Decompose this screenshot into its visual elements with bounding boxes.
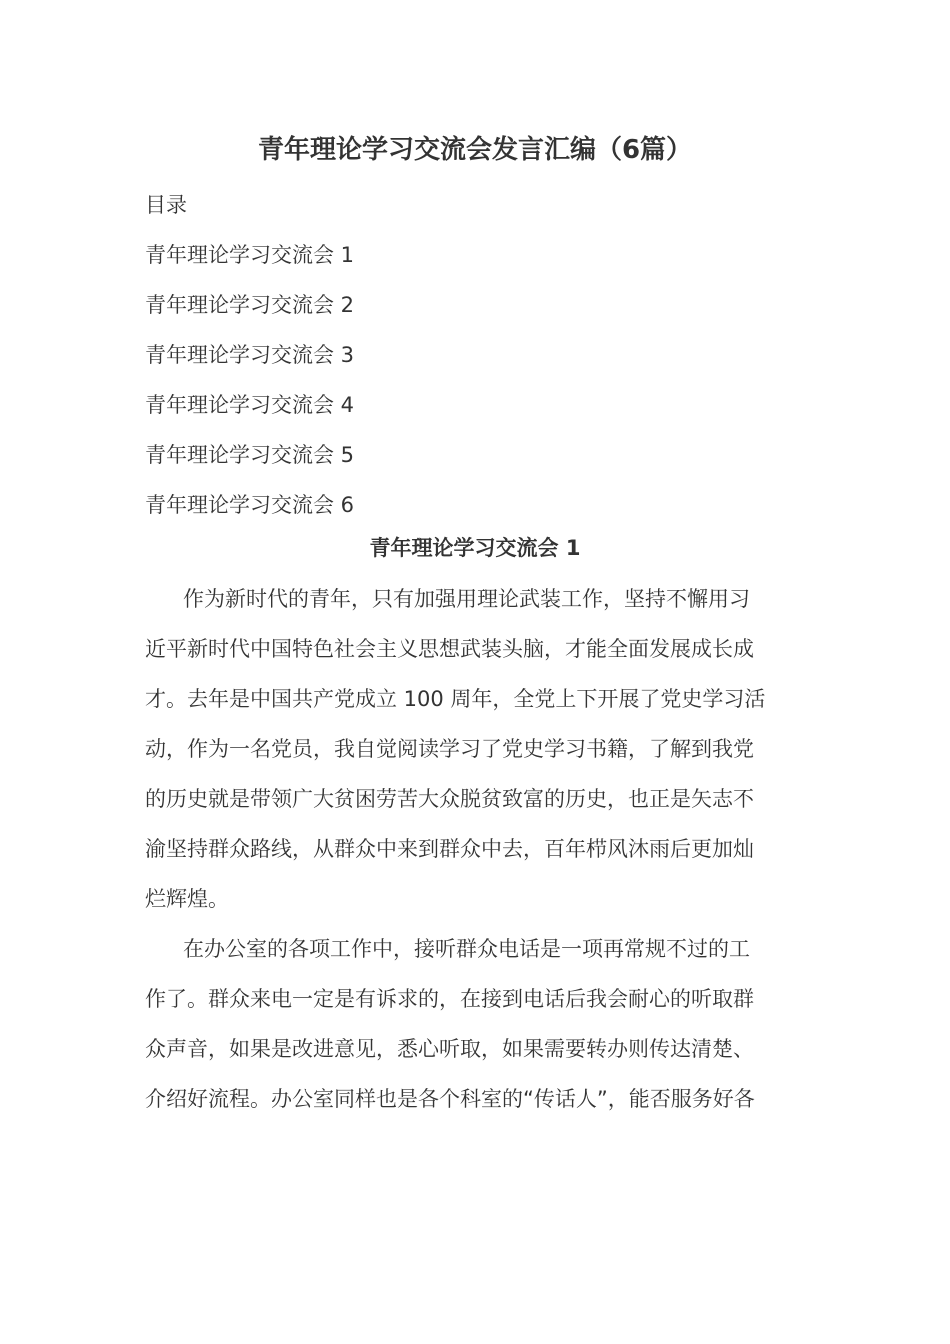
paragraph-line: 众声音，如果是改进意见，悉心听取，如果需要转办则传达清楚、 [145, 1037, 754, 1061]
paragraph-line: 才。去年是中国共产党成立 100 周年，全党上下开展了党史学习活 [145, 687, 766, 711]
section-body [145, 574, 805, 1124]
paragraph-line: 在办公室的各项工作中，接听群众电话是一项再常规不过的工 [183, 937, 750, 961]
table-of-contents [145, 180, 805, 530]
paragraph-line: 作为新时代的青年，只有加强用理论武装工作，坚持不懈用习 [183, 587, 750, 611]
toc-item[interactable]: 青年理论学习交流会 4 [145, 393, 355, 417]
toc-item[interactable]: 青年理论学习交流会 3 [145, 343, 355, 367]
toc-item[interactable]: 青年理论学习交流会 5 [145, 443, 355, 467]
document-title: 青年理论学习交流会发言汇编（6篇） [257, 135, 693, 165]
paragraph-line: 的历史就是带领广大贫困劳苦大众脱贫致富的历史，也正是矢志不 [145, 787, 754, 811]
section-heading: 青年理论学习交流会 1 [369, 536, 581, 560]
paragraph-line: 动，作为一名党员，我自觉阅读学习了党史学习书籍，了解到我党 [145, 737, 754, 761]
toc-item[interactable]: 青年理论学习交流会 1 [145, 243, 355, 267]
paragraph-line: 烂辉煌。 [145, 887, 229, 911]
toc-item[interactable]: 青年理论学习交流会 2 [145, 293, 355, 317]
toc-item[interactable]: 青年理论学习交流会 6 [145, 493, 355, 517]
paragraph-line: 渝坚持群众路线，从群众中来到群众中去，百年栉风沐雨后更加灿 [145, 837, 754, 861]
paragraph-2 [145, 924, 805, 1124]
paragraph-1 [145, 574, 805, 924]
paragraph-line: 介绍好流程。办公室同样也是各个科室的“传话人”，能否服务好各 [145, 1087, 755, 1111]
paragraph-line: 作了。群众来电一定是有诉求的，在接到电话后我会耐心的听取群 [145, 987, 754, 1011]
paragraph-line: 近平新时代中国特色社会主义思想武装头脑，才能全面发展成长成 [145, 637, 754, 661]
toc-label: 目录 [145, 193, 187, 217]
